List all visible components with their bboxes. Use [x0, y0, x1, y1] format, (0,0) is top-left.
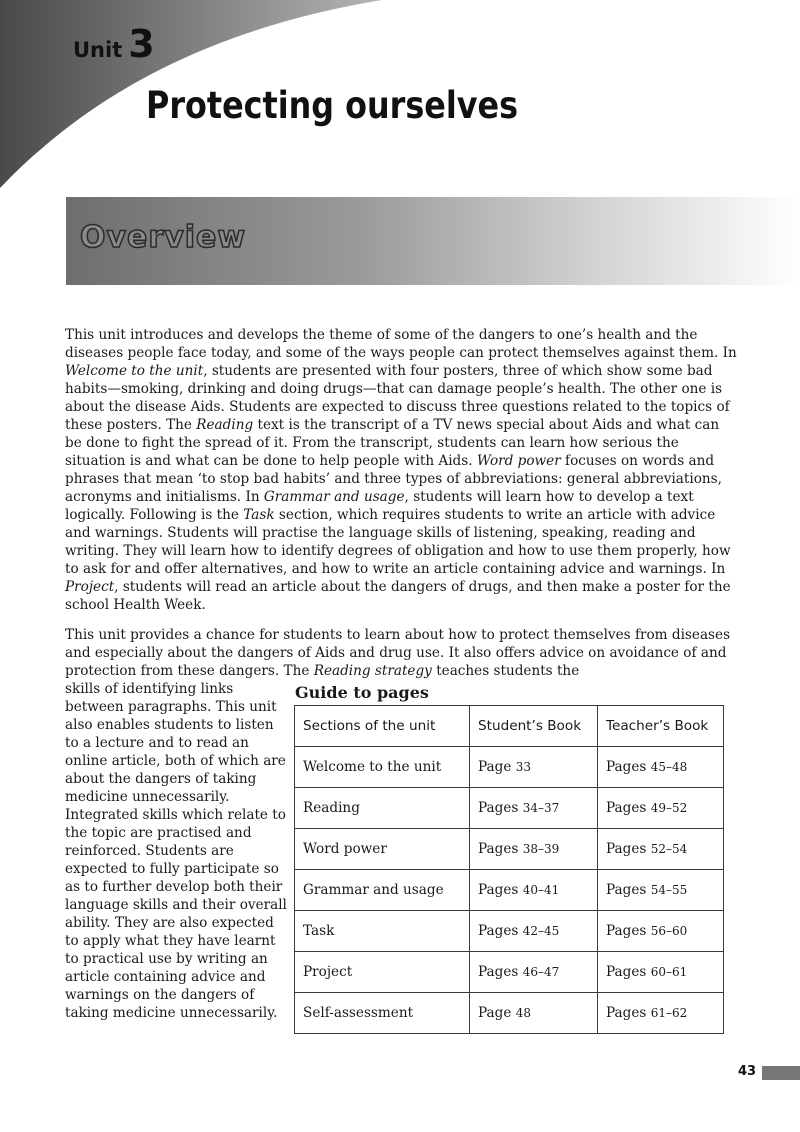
table-row — [295, 788, 724, 829]
students-book-cell: Pages 38–39 — [470, 829, 598, 870]
section-cell: Word power — [295, 829, 470, 870]
students-book-cell: Page 48 — [470, 993, 598, 1034]
guide-table — [294, 705, 724, 1034]
page-number-bar — [762, 1066, 800, 1080]
unit-label — [73, 22, 155, 66]
teachers-book-cell: Pages 61–62 — [598, 993, 724, 1034]
header-teachers-book: Teacher’s Book — [598, 706, 724, 747]
table-header-row — [295, 706, 724, 747]
header-sections: Sections of the unit — [295, 706, 470, 747]
third-paragraph: skills of identifying links between paragraphs. This unit also enables students to listen to a lecture and to read an online article, both of which are about the dangers of taking medicine unnecessarily. Integrated skills which relate to the topic are practised and reinforced. Students are expected to fully participate so as to further develop both their language skills and their overall ability. They are also expected to apply what they have learnt to practical use by writing an article containing advice and warnings on the dangers of taking medicine unnecessarily. — [65, 681, 287, 1021]
students-book-cell: Pages 42–45 — [470, 911, 598, 952]
page-number: 43 — [738, 1064, 757, 1079]
intro-paragraph: This unit introduces and develops the theme of some of the dangers to one’s health and the diseases people face today, and some of the ways people can protect themselves against them. In Welcome to the unit, students are presented with four posters, three of which show some bad habits—smoking, drinking and doing drugs—that can damage people’s health. The other one is about the disease Aids. Students are expected to discuss three questions related to the topics of these posters. The Reading text is the transcript of a TV news special about Aids and what can be done to fight the spread of it. From the transcript, students can learn how serious the situation is and what can be done to help people with Aids. Word power focuses on words and phrases that mean ‘to stop bad habits’ and three types of abbreviations: general abbreviations, acronyms and initialisms. In Grammar and usage, students will learn how to develop a text logically. Following is the Task section, which requires students to write an article with advice and warnings. Students will practise the language skills of listening, speaking, reading and writing. They will learn how to identify degrees of obligation and how to use them properly, how to ask for and offer alternatives, and how to write an article containing advice and warnings. In Project, students will read an article about the dangers of drugs, and then make a poster for the school Health Week. — [65, 327, 737, 613]
section-cell: Task — [295, 911, 470, 952]
students-book-cell: Page 33 — [470, 747, 598, 788]
teachers-book-cell: Pages 56–60 — [598, 911, 724, 952]
table-row — [295, 993, 724, 1034]
teachers-book-cell: Pages 49–52 — [598, 788, 724, 829]
teachers-book-cell: Pages 45–48 — [598, 747, 724, 788]
students-book-cell: Pages 34–37 — [470, 788, 598, 829]
section-cell: Reading — [295, 788, 470, 829]
table-row — [295, 870, 724, 911]
unit-word: Unit — [73, 38, 123, 62]
students-book-cell: Pages 40–41 — [470, 870, 598, 911]
teachers-book-cell: Pages 52–54 — [598, 829, 724, 870]
overview-heading: Overview — [80, 220, 247, 255]
header-students-book: Student’s Book — [470, 706, 598, 747]
section-cell: Project — [295, 952, 470, 993]
section-cell: Grammar and usage — [295, 870, 470, 911]
teachers-book-cell: Pages 60–61 — [598, 952, 724, 993]
students-book-cell: Pages 46–47 — [470, 952, 598, 993]
teachers-book-cell: Pages 54–55 — [598, 870, 724, 911]
section-cell: Self-assessment — [295, 993, 470, 1034]
unit-number: 3 — [128, 22, 155, 66]
guide-title: Guide to pages — [295, 683, 429, 702]
page-title: Protecting ourselves — [146, 84, 519, 127]
table-row — [295, 747, 724, 788]
table-row — [295, 829, 724, 870]
table-row — [295, 911, 724, 952]
table-row — [295, 952, 724, 993]
section-cell: Welcome to the unit — [295, 747, 470, 788]
second-paragraph: This unit provides a chance for students to learn about how to protect themselves from diseases and especially about the dangers of Aids and drug use. It also offers advice on avoidance of and protection from these dangers. The Reading strategy teaches students the — [65, 627, 731, 679]
